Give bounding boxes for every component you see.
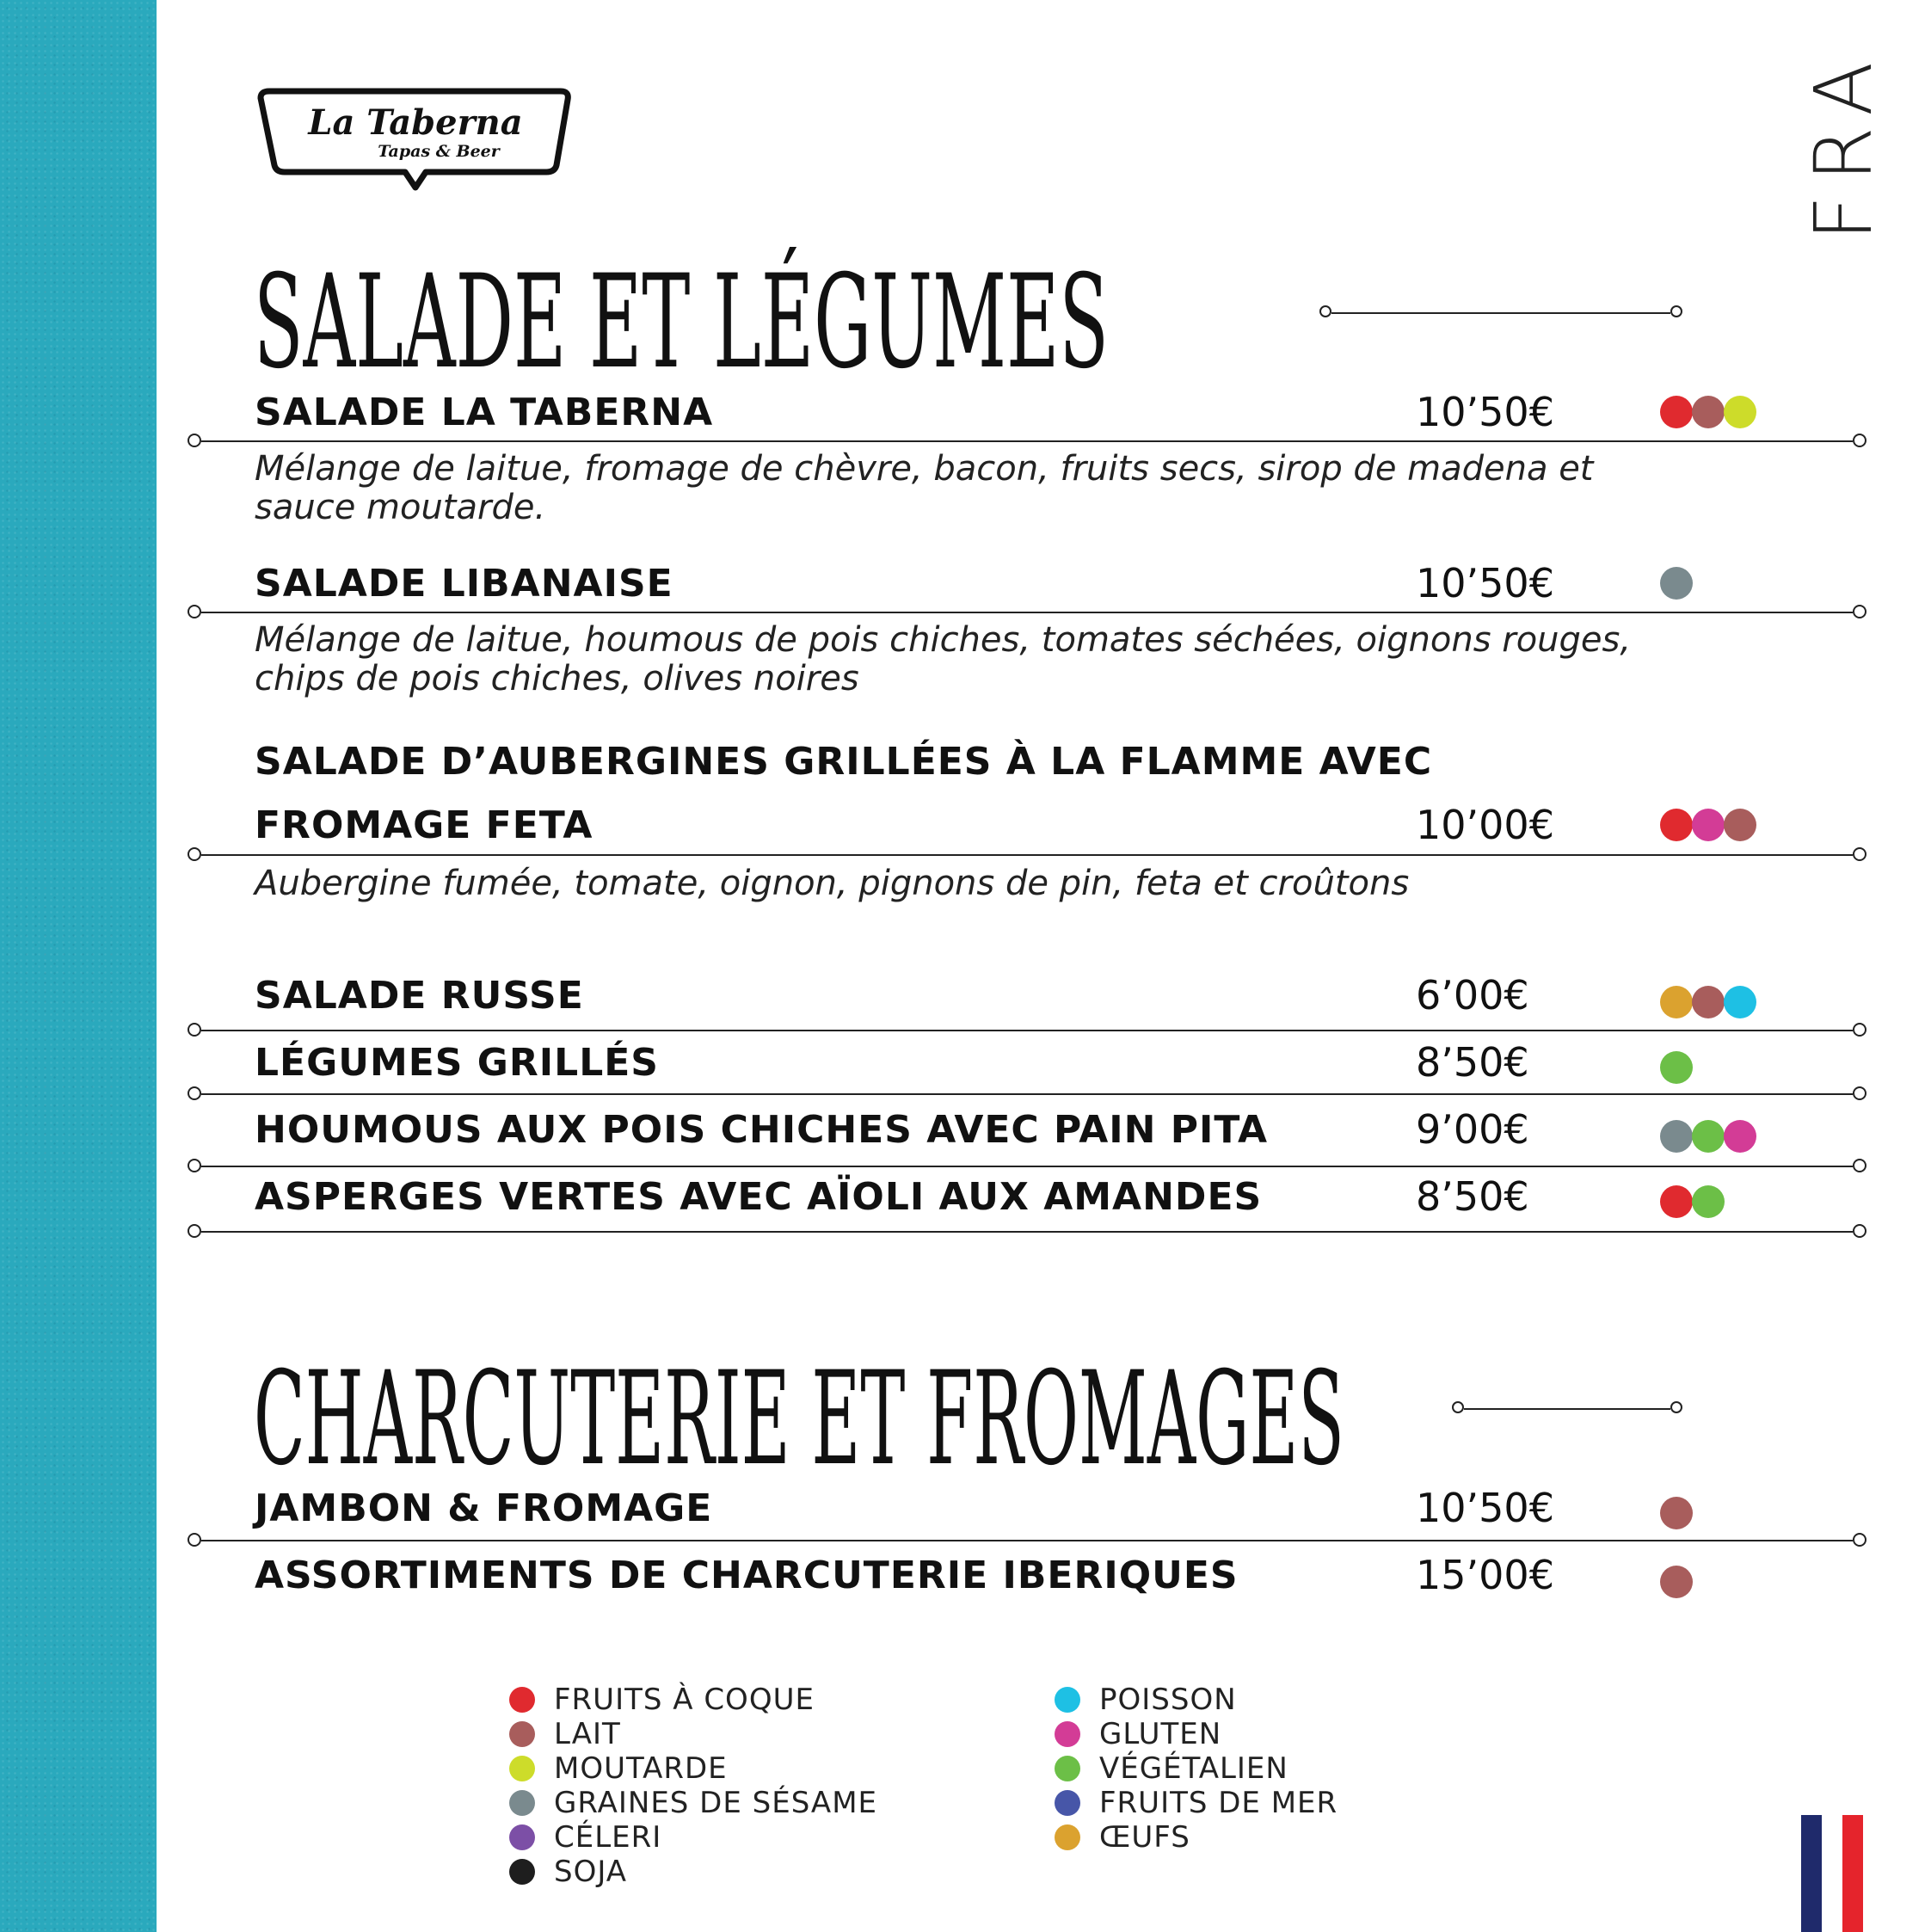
item-price: 10’50€ xyxy=(1416,560,1554,606)
allergen-dot-lait xyxy=(1724,809,1756,841)
legend-label: GRAINES DE SÉSAME xyxy=(554,1786,878,1820)
legend-item xyxy=(1055,1820,1190,1855)
section-title-salades: SALADE ET LÉGUMES xyxy=(254,248,1109,397)
allergen-dot-lait xyxy=(1660,1497,1693,1529)
allergen-dot-graines-de-sesame xyxy=(1660,567,1693,600)
item-name-line2: FROMAGE FETA xyxy=(255,803,593,847)
item-name: ASPERGES VERTES AVEC AÏOLI AUX AMANDES xyxy=(255,1175,1263,1219)
allergen-dot-fruits-a-coque xyxy=(1660,396,1693,428)
allergen-dot-vegetalien xyxy=(1692,1185,1725,1218)
legend-dot-oeufs xyxy=(1055,1824,1080,1850)
allergen-dots xyxy=(1660,1566,1693,1598)
legend-label: POISSON xyxy=(1099,1683,1237,1717)
allergen-dot-gluten xyxy=(1724,1120,1756,1153)
legend-dot-poisson xyxy=(1055,1687,1080,1713)
allergen-dots xyxy=(1660,1120,1756,1153)
item-price: 8’50€ xyxy=(1416,1039,1529,1086)
allergen-dots xyxy=(1660,1497,1693,1529)
legend-dot-fruits-de-mer xyxy=(1055,1790,1080,1816)
title-decorative-line xyxy=(1331,312,1670,314)
item-price: 10’50€ xyxy=(1416,389,1554,435)
legend-dot-moutarde xyxy=(509,1756,535,1781)
legend-item xyxy=(509,1683,815,1717)
item-name: JAMBON & FROMAGE xyxy=(255,1486,713,1530)
allergen-dot-lait xyxy=(1692,396,1725,428)
legend-dot-soja xyxy=(509,1859,535,1885)
allergen-dot-moutarde xyxy=(1724,396,1756,428)
allergen-dots xyxy=(1660,1185,1725,1218)
item-divider xyxy=(201,1540,1853,1541)
legend-label: FRUITS À COQUE xyxy=(554,1683,815,1717)
legend-item xyxy=(509,1717,621,1751)
legend-label: CÉLERI xyxy=(554,1820,662,1855)
legend-item xyxy=(1055,1751,1288,1786)
item-name: SALADE LIBANAISE xyxy=(255,562,673,606)
item-divider xyxy=(201,854,1853,856)
allergen-dot-vegetalien xyxy=(1692,1120,1725,1153)
legend-dot-vegetalien xyxy=(1055,1756,1080,1781)
item-divider xyxy=(201,1093,1853,1095)
legend-label: GLUTEN xyxy=(1099,1717,1222,1751)
allergen-dot-lait xyxy=(1692,986,1725,1018)
logo-brand-name: La Taberna xyxy=(308,102,523,143)
french-flag-icon xyxy=(1801,1815,1863,1932)
legend-item xyxy=(509,1855,627,1889)
brand-logo xyxy=(254,86,576,194)
item-price: 9’00€ xyxy=(1416,1106,1529,1153)
legend-label: SOJA xyxy=(554,1855,628,1889)
item-price: 15’00€ xyxy=(1416,1552,1554,1598)
allergen-dot-poisson xyxy=(1724,986,1756,1018)
allergen-dot-fruits-a-coque xyxy=(1660,1185,1693,1218)
section-title-charcuterie: CHARCUTERIE ET FROMAGES xyxy=(254,1344,1344,1494)
allergen-dots xyxy=(1660,1051,1693,1084)
item-description: Mélange de laitue, houmous de pois chiches, tomates séchées, oignons rouges, chips de pois chiches, olives noires xyxy=(255,620,1632,698)
item-price: 6’00€ xyxy=(1416,972,1529,1018)
legend-label: ŒUFS xyxy=(1099,1820,1190,1855)
item-description: Mélange de laitue, fromage de chèvre, bacon, fruits secs, sirop de madena et sauce moutarde. xyxy=(255,449,1594,527)
item-divider xyxy=(201,1231,1853,1233)
legend-label: FRUITS DE MER xyxy=(1099,1786,1338,1820)
legend-item xyxy=(1055,1786,1338,1820)
allergen-dots xyxy=(1660,986,1756,1018)
legend-label: VÉGÉTALIEN xyxy=(1099,1751,1288,1786)
logo-tagline: Tapas & Beer xyxy=(378,142,500,161)
item-divider xyxy=(201,1030,1853,1031)
item-divider xyxy=(201,612,1853,613)
legend-dot-fruits-a-coque xyxy=(509,1687,535,1713)
allergen-dot-gluten xyxy=(1692,809,1725,841)
legend-dot-lait xyxy=(509,1721,535,1747)
allergen-dot-oeufs xyxy=(1660,986,1693,1018)
item-name: HOUMOUS AUX POIS CHICHES AVEC PAIN PITA xyxy=(255,1108,1269,1152)
allergen-dot-fruits-a-coque xyxy=(1660,809,1693,841)
allergen-dots xyxy=(1660,567,1693,600)
legend-dot-gluten xyxy=(1055,1721,1080,1747)
item-name: SALADE LA TABERNA xyxy=(255,391,714,434)
flag-stripe-red xyxy=(1842,1815,1863,1932)
allergen-dots xyxy=(1660,396,1756,428)
legend-item xyxy=(509,1820,661,1855)
item-divider xyxy=(201,1166,1853,1167)
item-divider xyxy=(201,440,1853,442)
item-price: 8’50€ xyxy=(1416,1173,1529,1220)
title-decorative-line xyxy=(1464,1408,1670,1410)
legend-dot-celeri xyxy=(509,1824,535,1850)
legend-label: LAIT xyxy=(554,1717,621,1751)
allergen-dot-graines-de-sesame xyxy=(1660,1120,1693,1153)
item-name: SALADE D’AUBERGINES GRILLÉES À LA FLAMME AVEC xyxy=(255,740,1433,784)
legend-dot-graines-de-sesame xyxy=(509,1790,535,1816)
legend-item xyxy=(1055,1717,1221,1751)
decorative-side-strip xyxy=(0,0,157,1932)
allergen-dot-vegetalien xyxy=(1660,1051,1693,1084)
item-price: 10’00€ xyxy=(1416,802,1554,848)
legend-label: MOUTARDE xyxy=(554,1751,728,1786)
flag-stripe-blue xyxy=(1801,1815,1822,1932)
item-name: SALADE RUSSE xyxy=(255,974,584,1018)
allergen-dot-lait xyxy=(1660,1566,1693,1598)
legend-item xyxy=(1055,1683,1237,1717)
flag-stripe-white xyxy=(1822,1815,1842,1932)
language-label: FRA xyxy=(1798,47,1890,241)
item-name: LÉGUMES GRILLÉS xyxy=(255,1041,659,1085)
item-price: 10’50€ xyxy=(1416,1485,1554,1531)
item-name: ASSORTIMENTS DE CHARCUTERIE IBERIQUES xyxy=(255,1554,1239,1597)
legend-item xyxy=(509,1751,728,1786)
legend-item xyxy=(509,1786,877,1820)
allergen-dots xyxy=(1660,809,1756,841)
item-description: Aubergine fumée, tomate, oignon, pignons de pin, feta et croûtons xyxy=(255,864,1410,903)
